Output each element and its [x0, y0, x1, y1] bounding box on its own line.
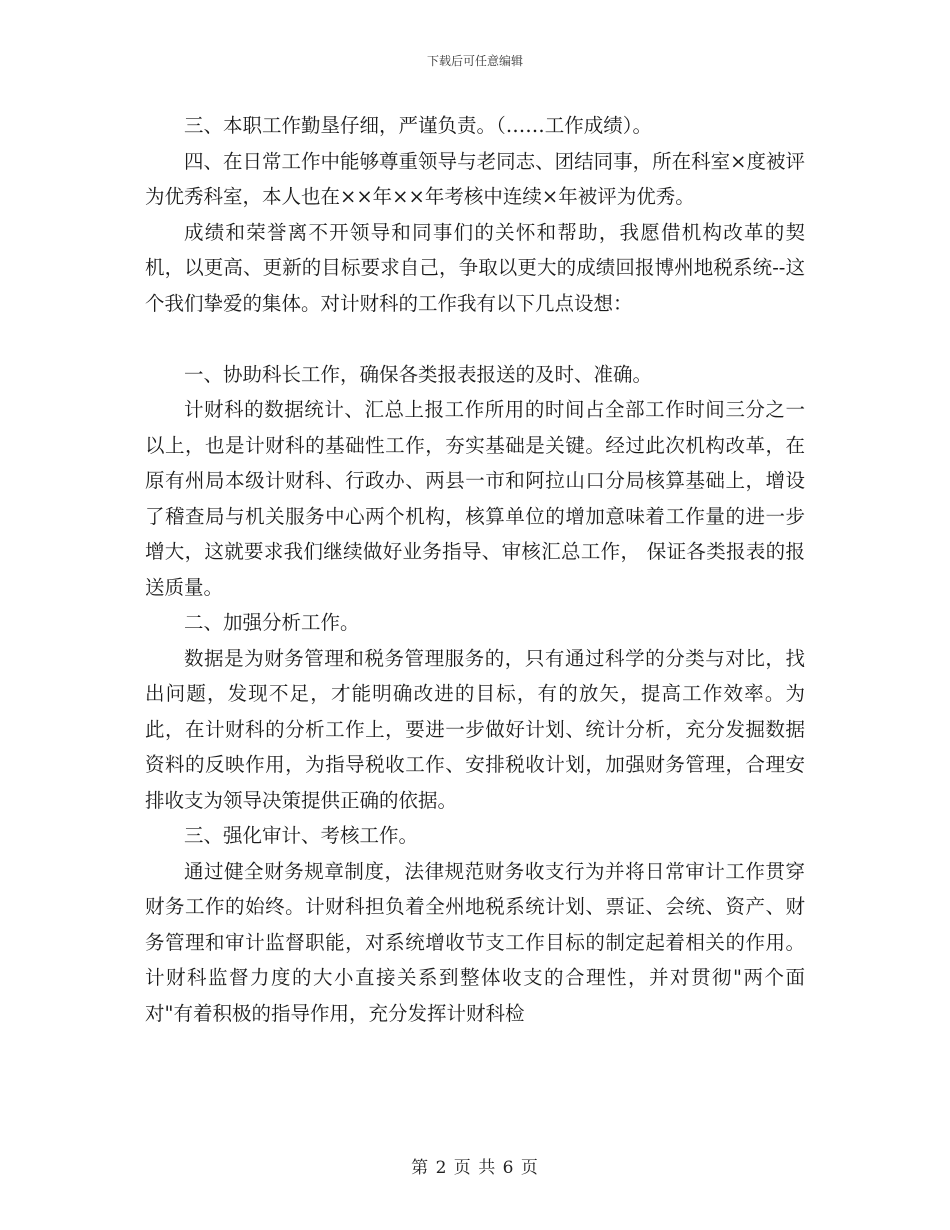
page-header-note: 下载后可任意编辑 [426, 54, 523, 68]
plan-body-1: 计财科的数据统计、汇总上报工作所用的时间占全部工作时间三分之一以上，也是计财科的基础性工作，夯实基础是关键。经过此次机构改革，在原有州局本级计财科、行政办、两县一市和阿拉山口分局核算基础上，增设了稽查局与机关服务中心两个机构，核算单位的增加意味着工作量的进一步增大，这就要求我们继续做好业务指导、审核汇总工作， 保证各类报表的报送质量。 [145, 398, 805, 599]
plan-body-3: 通过健全财务规章制度，法律规范财务收支行为并将日常审计工作贯穿财务工作的始终。计财科担负着全州地税系统计划、票证、会统、资产、财务管理和审计监督职能，对系统增收节支工作目标的制定起着相关的作用。计财科监督力度的大小直接关系到整体收支的合理性，并对贯彻"两个面对"有着积极的指导作用，充分发挥计财科检 [145, 859, 805, 1025]
plan-heading-1: 一、协助科长工作，确保各类报表报送的及时、准确。 [184, 362, 653, 386]
page-number-footer: 第 2 页 共 6 页 [411, 1158, 539, 1178]
paragraph-item-4-respect: 四、在日常工作中能够尊重领导与老同志、团结同事，所在科室×度被评为优秀科室，本人也在××年××年考核中连续×年被评为优秀。 [145, 149, 805, 208]
paragraph-achievements: 成绩和荣誉离不开领导和同事们的关怀和帮助，我愿借机构改革的契机，以更高、更新的目标要求自己，争取以更大的成绩回报博州地税系统--这个我们挚爱的集体。对计财科的工作我有以下几点设想： [145, 220, 805, 315]
plan-body-2: 数据是为财务管理和税务管理服务的，只有通过科学的分类与对比，找出问题，发现不足，才能明确改进的目标，有的放矢，提高工作效率。为此，在计财科的分析工作上，要进一步做好计划、统计分析，充分发掘数据资料的反映作用，为指导税收工作、安排税收计划，加强财务管理，合理安排收支为领导决策提供正确的依据。 [145, 646, 805, 812]
paragraph-item-3-duty: 三、本职工作勤垦仔细，严谨负责。（……工作成绩）。 [184, 114, 653, 137]
plan-heading-2: 二、加强分析工作。 [184, 611, 360, 634]
plan-heading-3: 三、强化审计、考核工作。 [184, 824, 419, 847]
document-body [145, 108, 805, 1031]
